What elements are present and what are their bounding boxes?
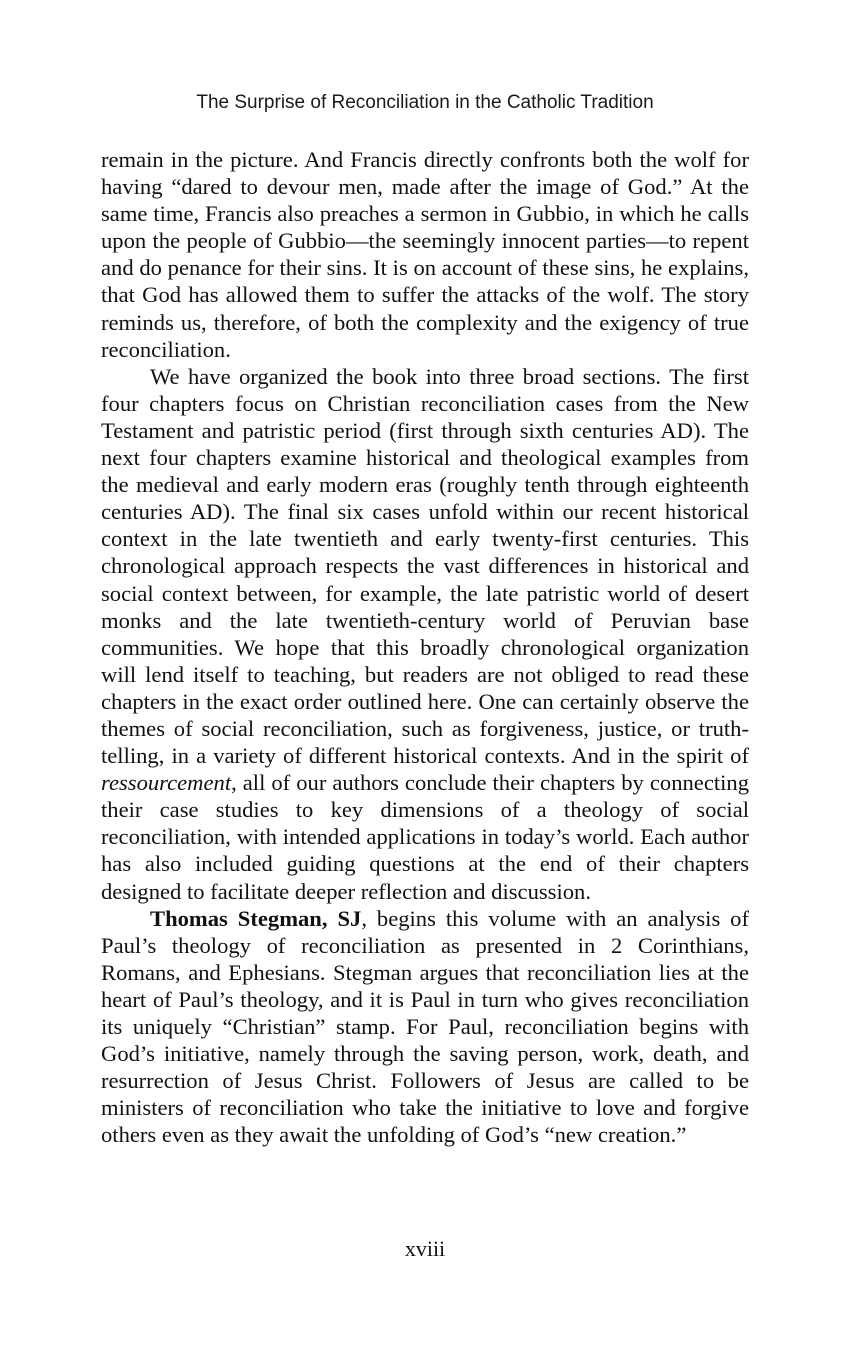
- author-name-stegman: Thomas Stegman, SJ: [150, 905, 362, 931]
- paragraph-wolf-story: remain in the picture. And Francis directly confronts both the wolf for having “dared to devour men, made after the image of God.” At the same time, Francis also preaches a sermon in Gubbio, in which he calls upon the people of Gubbio—the seemingly innocent parties—to repent and do penance for their sins. It is on account of these sins, he explains, that God has allowed them to suffer the attacks of the wolf. The story reminds us, therefore, of both the complexity and the exigency of true reconciliation.: [101, 147, 749, 362]
- organization-text-end: , all of our authors conclude their chapters by connecting their case studies to key dimensions of a theology of social reconciliation, with intended applications in today’s world. Each author has also included guiding questions at the end of their chapters designed to facilitate deeper reflection and discussion.: [101, 770, 749, 904]
- stegman-summary-text: , begins this volume with an analysis of Paul’s theology of reconciliation as presented in 2 Corinthians, Romans, and Ephesians. Stegman argues that reconciliation lies at the heart of Paul’s theology, and it is Paul in turn who gives reconciliation its uniquely “Christian” stamp. For Paul, reconciliation begins with God’s initiative, namely through the saving person, work, death, and resurrection of Jesus Christ. Followers of Jesus are called to be ministers of reconciliation who take the initiative to love and forgive others even as they await the unfolding of God’s “new creation.”: [101, 905, 750, 1148]
- organization-text-start: We have organized the book into three broad sections. The first four chapters focus on Christian reconciliation cases from the New Testament and patristic period (first through sixth centuries AD). The next four chapters examine historical and theological examples from the medieval and early modern eras (roughly tenth through eighteenth centuries AD). The final six cases unfold within our recent historical context in the late twentieth and early twenty-first centuries. This chronological approach respects the vast differences in historical and social context between, for example, the late patristic world of desert monks and the late twentieth-century world of Peruvian base communities. We hope that this broadly chronological organization will lend itself to teaching, but readers are not obliged to read these chapters in the exact order outlined here. One can certainly observe the themes of social reconciliation, such as forgiveness, justice, or truth-telling, in a variety of different historical contexts. And in the spirit of: [101, 363, 749, 769]
- page-number: xviii: [404, 1236, 446, 1261]
- running-header: The Surprise of Reconciliation in the Catholic Tradition: [196, 92, 654, 113]
- paragraph-book-organization: [101, 363, 749, 905]
- ressourcement-term: ressourcement: [101, 770, 232, 796]
- body-text: [101, 146, 749, 1148]
- paragraph-stegman-chapter: [101, 905, 749, 1149]
